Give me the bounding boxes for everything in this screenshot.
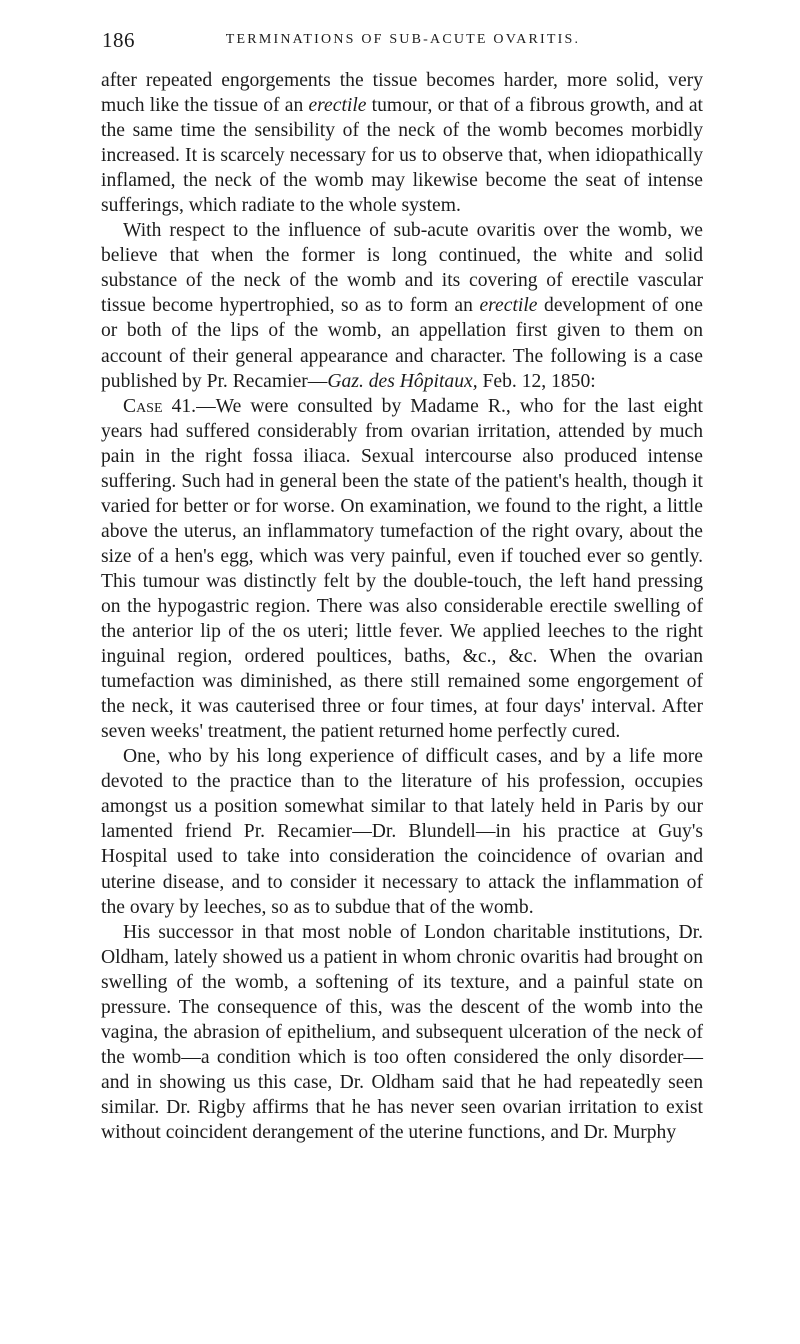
- text-run: after repeated engorgements the tissue becomes harder, more solid, very much like the tissue of an: [101, 70, 703, 117]
- text-run: tumour, or that of a fibrous growth, and at the same time the sensibility of the neck of the womb becomes morbidly increased. It is scarcely necessary for us to observe that, when idiopathically inflamed, the neck of the womb may likewise become the seat of intense sufferings, which radiate to the whole system.: [101, 95, 703, 217]
- paragraph-case-41: [101, 394, 703, 745]
- paragraph-p5: [101, 920, 703, 1145]
- page-number: 186: [102, 28, 135, 52]
- text-run: With respect to the influence of sub-acute ovaritis over the womb, we believe that when the former is long continued, the white and solid substance of the neck of the womb and its covering of erectile vascular tissue become hypertrophied, so as to form an: [101, 220, 703, 317]
- body-text: [101, 68, 703, 1145]
- paragraph-p2: [101, 218, 703, 393]
- text-run: erectile: [308, 95, 367, 117]
- text-run: His successor in that most noble of London charitable institutions, Dr. Oldham, lately showed us a patient in whom chronic ovaritis had brought on swelling of the womb, a softening of its texture, and a painful state on pressure. The consequence of this, was the descent of the womb into the vagina, the abrasion of epithelium, and subsequent ulceration of the neck of the womb—a condition which is too often considered the only disorder—and in showing us this case, Dr. Oldham said that he had repeatedly seen similar. Dr. Rigby affirms that he has never seen ovarian irritation to exist without coincident derangement of the uterine functions, and Dr. Murphy: [101, 921, 703, 1143]
- text-run: Gaz. des Hôpitaux,: [327, 370, 478, 392]
- text-run: Feb. 12, 1850:: [477, 370, 596, 392]
- running-title: TERMINATIONS OF SUB-ACUTE OVARITIS.: [225, 32, 581, 47]
- paragraph-p4: [101, 744, 703, 919]
- paragraph-p1: [101, 68, 703, 218]
- text-run: erectile: [479, 295, 538, 317]
- text-run: One, who by his long experience of difficult cases, and by a life more devoted to the practice than to the literature of his profession, occupies amongst us a position somewhat similar to that lately held in Paris by our lamented friend Pr. Recamier—Dr. Blundell—in his practice at Guy's Hospital used to take into consideration the coincidence of ovarian and uterine disease, and to consider it necessary to attack the inflammation of the ovary by leeches, so as to subdue that of the womb.: [101, 746, 703, 918]
- text-run: development of one or both of the lips of the womb, an appellation first given to them on account of their general appearance and character. The following is a case published by Pr. Recamier—: [101, 295, 703, 392]
- text-run: 41.—We were consulted by Madame R., who for the last eight years had suffered considerably from ovarian irritation, attended by much pain in the right fossa iliaca. Sexual intercourse also produced intense suffering. Such had in general been the state of the patient's health, though it varied for better or for worse. On examination, we found to the right, a little above the uterus, an inflammatory tumefaction of the right ovary, about the size of a hen's egg, which was very painful, even if touched ever so gently. This tumour was distinctly felt by the double-touch, the left hand pressing on the hypogastric region. There was also considerable erectile swelling of the anterior lip of the os uteri; little fever. We applied leeches to the right inguinal region, ordered poultices, baths, &c., &c. When the ovarian tumefaction was diminished, as there still remained some engorgement of the neck, it was cauterised three or four times, at four days' interval. After seven weeks' treatment, the patient returned home perfectly cured.: [101, 395, 703, 743]
- text-run: Case: [123, 395, 163, 417]
- page-header: [102, 28, 704, 54]
